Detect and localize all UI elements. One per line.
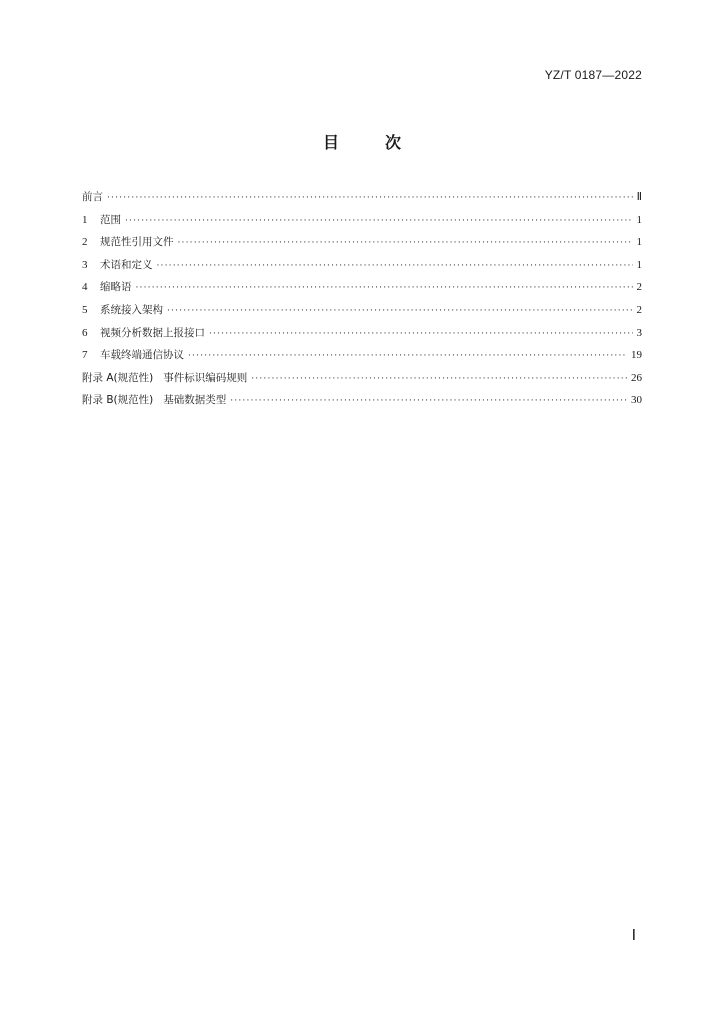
dot-leader [230, 390, 627, 413]
toc-label: 术语和定义 [100, 258, 153, 271]
toc-label: 系统接入架构 [100, 303, 163, 316]
toc-number: 5 [82, 303, 88, 316]
standard-code: YZ/T 0187—2022 [544, 68, 642, 82]
toc-entry-2[interactable] [82, 231, 642, 254]
page-title [0, 130, 724, 153]
toc-page-number: Ⅱ [636, 191, 642, 203]
dot-leader [125, 210, 633, 233]
toc-entry-foreword[interactable] [82, 186, 642, 209]
title-char-2: 次 [385, 133, 402, 152]
toc-label: 前言 [82, 191, 103, 203]
dot-leader [136, 277, 633, 300]
toc-page-number: 1 [636, 236, 642, 249]
toc-number: 4 [82, 281, 88, 294]
toc-label: 车载终端通信协议 [100, 349, 184, 362]
toc-annex-prefix: 附录 A(规范性) [82, 371, 154, 384]
toc-number: 1 [82, 213, 88, 226]
dot-leader [251, 368, 627, 391]
toc-entry-3[interactable] [82, 254, 642, 277]
toc-number: 7 [82, 349, 88, 362]
toc-page-number: 26 [631, 371, 642, 384]
dot-leader [157, 255, 633, 278]
dot-leader [107, 187, 633, 210]
toc-page-number: 2 [636, 281, 642, 294]
toc-entry-7[interactable] [82, 344, 642, 367]
toc-number: 2 [82, 236, 88, 249]
toc-entry-1[interactable] [82, 209, 642, 232]
toc-number: 6 [82, 326, 88, 339]
dot-leader [209, 323, 633, 346]
toc-page-number: 19 [631, 349, 642, 362]
toc-page-number: 2 [636, 303, 642, 316]
toc-label: 基础数据类型 [163, 394, 227, 407]
toc-label: 范围 [100, 213, 121, 226]
toc-label: 缩略语 [100, 281, 132, 294]
title-char-1: 目 [322, 133, 339, 152]
toc-page-number: 30 [631, 394, 642, 407]
toc-page-number: 3 [636, 326, 642, 339]
toc-page-number: 1 [636, 258, 642, 271]
toc-page-number: 1 [636, 213, 642, 226]
dot-leader [167, 300, 633, 323]
toc-label: 规范性引用文件 [100, 236, 174, 249]
toc-label: 视频分析数据上报接口 [100, 326, 205, 339]
toc-entry-4[interactable] [82, 276, 642, 299]
page-folio: Ⅰ [631, 928, 636, 944]
toc-label: 事件标识编码规则 [163, 371, 248, 384]
dot-leader [188, 345, 627, 368]
toc-entry-5[interactable] [82, 299, 642, 322]
toc-entry-6[interactable] [82, 322, 642, 345]
toc-list [82, 186, 642, 412]
toc-number: 3 [82, 258, 88, 271]
dot-leader [178, 232, 633, 255]
toc-entry-annex-b[interactable] [82, 389, 642, 412]
toc-annex-prefix: 附录 B(规范性) [82, 394, 154, 407]
toc-entry-annex-a[interactable] [82, 367, 642, 390]
